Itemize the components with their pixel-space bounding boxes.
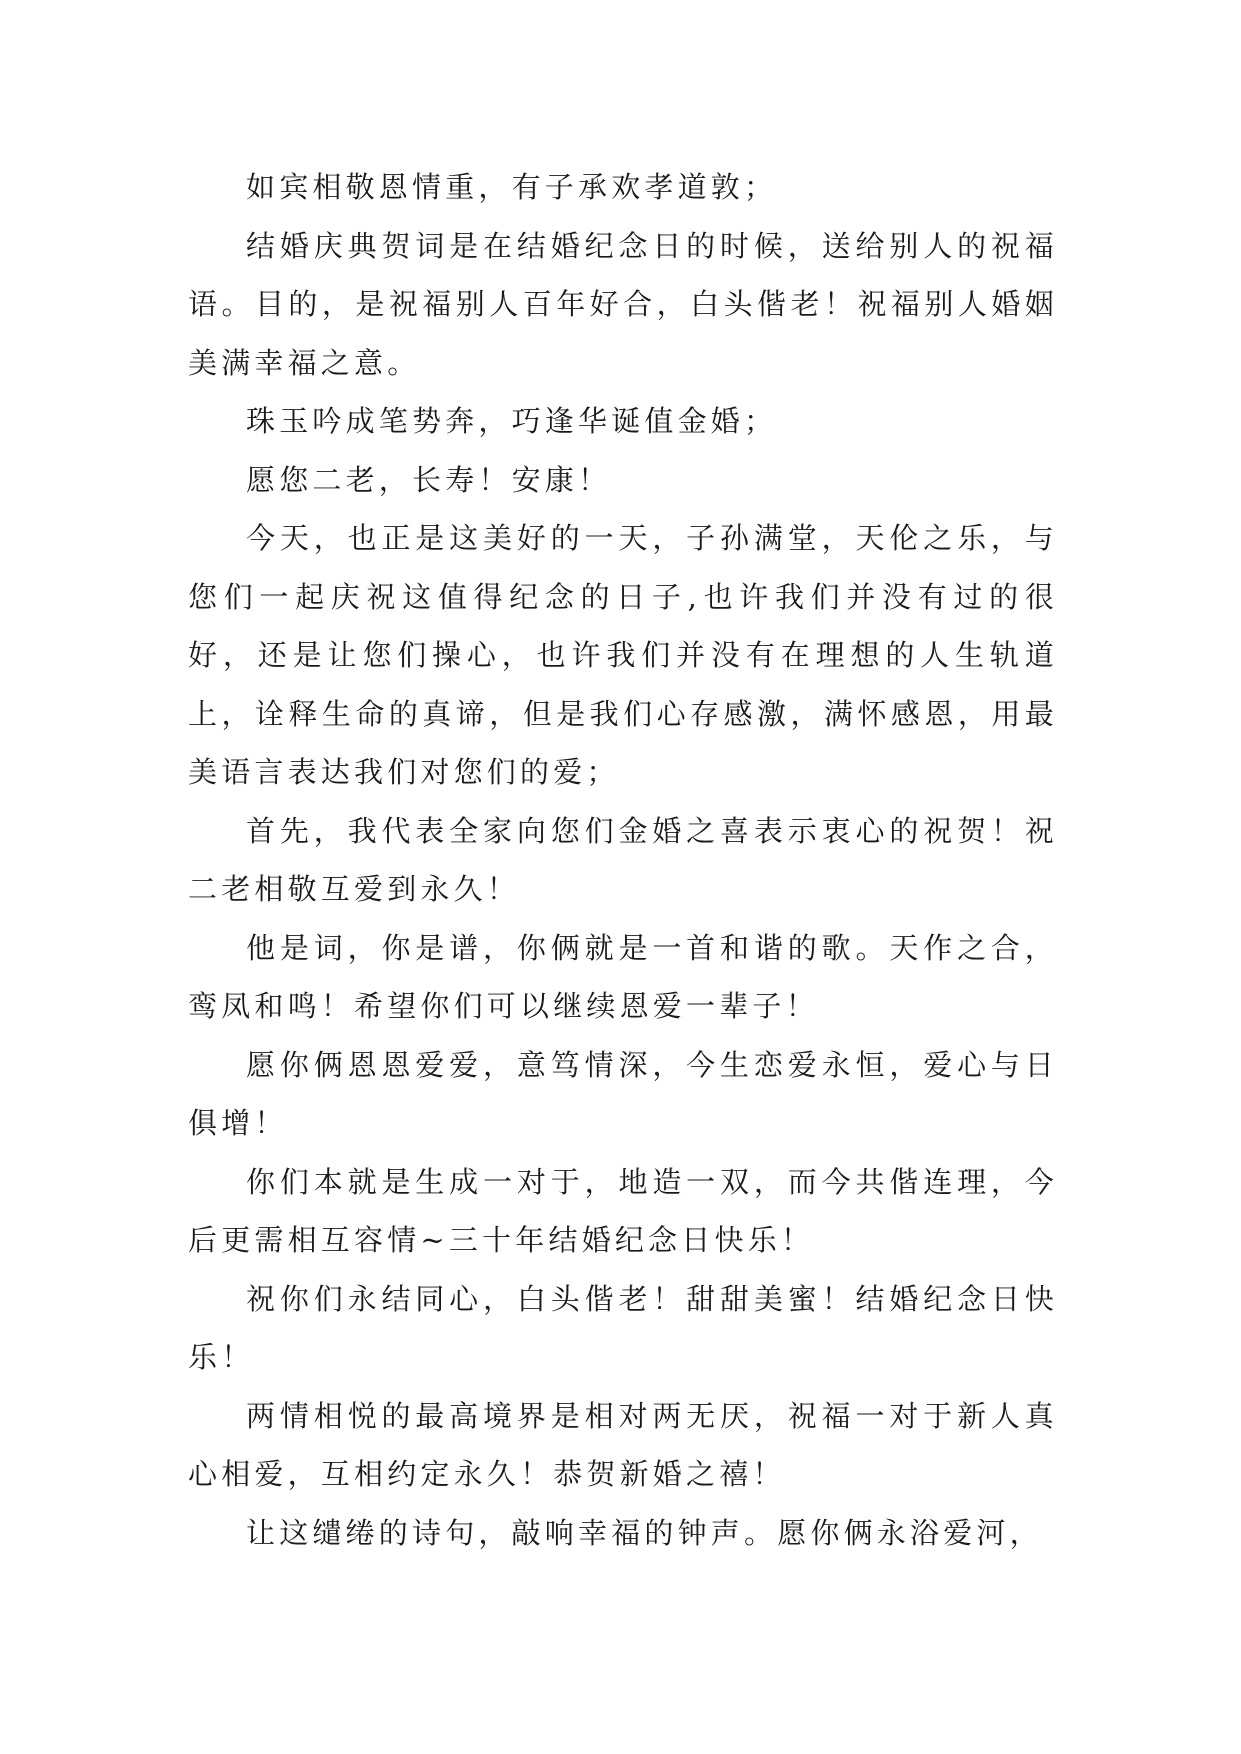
- paragraph: 如宾相敬恩情重，有子承欢孝道敦；: [246, 170, 778, 204]
- paragraph: 结婚庆典贺词是在结婚纪念日的时候，送给别人的祝福语。目的，是祝福别人百年好合，白头偕老！祝福别人婚姻美满幸福之意。: [188, 228, 1058, 380]
- paragraph: 你们本就是生成一对于，地造一双，而今共偕连理，今后更需相互容情~三十年结婚纪念日快乐！: [188, 1164, 1058, 1257]
- paragraph: 首先，我代表全家向您们金婚之喜表示衷心的祝贺！祝二老相敬互爱到永久！: [188, 813, 1058, 906]
- paragraph: 愿你俩恩恩爱爱，意笃情深，今生恋爱永恒，爱心与日俱增！: [188, 1047, 1058, 1140]
- paragraph: 祝你们永结同心，白头偕老！甜甜美蜜！结婚纪念日快乐！: [188, 1281, 1058, 1374]
- paragraph: 他是词，你是谱，你俩就是一首和谐的歌。天作之合，鸾凤和鸣！希望你们可以继续恩爱一辈子！: [188, 930, 1058, 1023]
- paragraph: 让这缱绻的诗句，敲响幸福的钟声。愿你俩永浴爱河，: [246, 1515, 1043, 1550]
- paragraph: 今天，也正是这美好的一天，子孙满堂，天伦之乐，与您们一起庆祝这值得纪念的日子,也许我们并没有过的很好，还是让您们操心，也许我们并没有在理想的人生轨道上，诠释生命的真谛，但是我们心存感激，满怀感恩，用最美语言表达我们对您们的爱；: [188, 521, 1058, 789]
- document-body: [188, 158, 1058, 1562]
- paragraph: 愿您二老，长寿！安康！: [246, 462, 612, 497]
- paragraph: 两情相悦的最高境界是相对两无厌，祝福一对于新人真心相爱，互相约定永久！恭贺新婚之禧！: [188, 1398, 1058, 1491]
- paragraph: 珠玉吟成笔势奔，巧逢华诞值金婚；: [246, 404, 778, 438]
